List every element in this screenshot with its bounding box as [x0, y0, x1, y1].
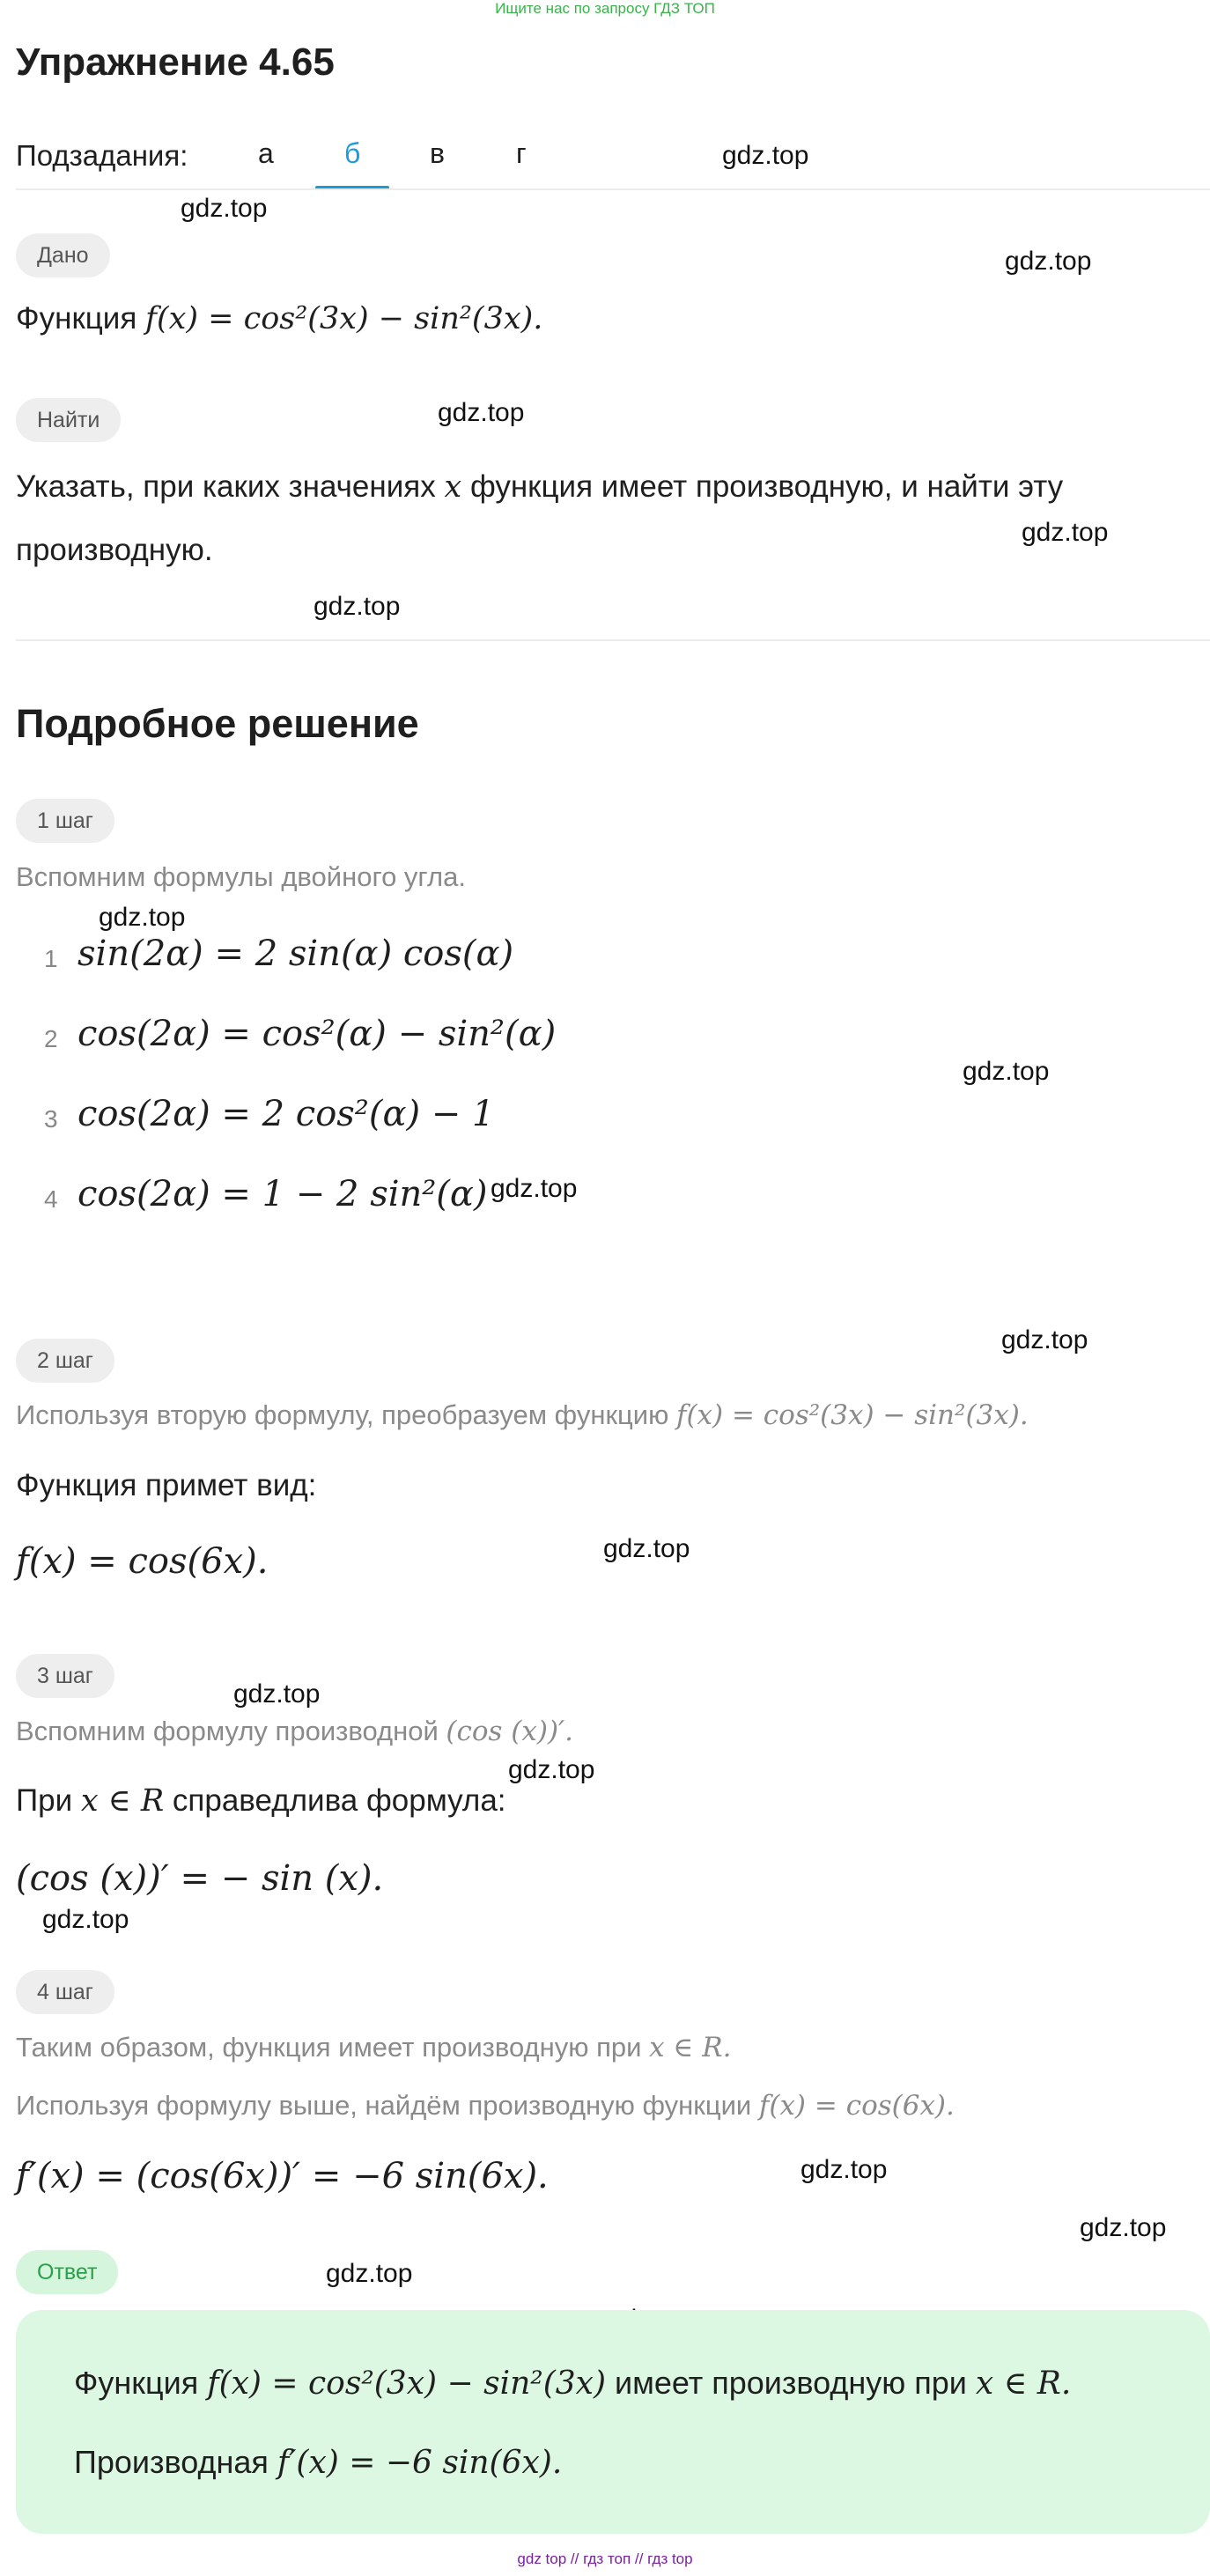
subtask-tab-b[interactable]: б	[344, 137, 361, 169]
formula-number: 3	[44, 1105, 58, 1133]
step3-line-a: При	[16, 1783, 73, 1818]
answer-formula-3: f′(x) = −6 sin(6x).	[277, 2445, 563, 2481]
subtask-tab-v[interactable]: в	[430, 137, 445, 169]
answer-line-1	[74, 2365, 1071, 2402]
tabs-divider	[16, 188, 1210, 190]
top-banner: Ищите нас по запросу ГДЗ ТОП	[495, 0, 715, 17]
step2-chip: 2 шаг	[16, 1339, 114, 1383]
step1-intro: Вспомним формулы двойного угла.	[16, 861, 467, 892]
answer-formula-1: f(x) = cos²(3x) − sin²(3x)	[207, 2366, 607, 2402]
watermark: gdz.top	[326, 2259, 413, 2288]
step2-line: Функция примет вид:	[16, 1468, 317, 1502]
solution-heading: Подробное решение	[16, 701, 419, 746]
step3-intro-formula: (cos (x))′.	[446, 1716, 573, 1747]
given-prefix: Функция	[16, 301, 137, 336]
answer-line-1a: Функция	[74, 2365, 199, 2401]
step3-intro-text: Вспомним формулу производной	[16, 1716, 439, 1746]
page-title: Упражнение 4.65	[16, 41, 335, 84]
step3-line-b: справедлива формула:	[172, 1783, 506, 1818]
watermark: gdz.top	[1080, 2213, 1167, 2242]
step4-intro-2-formula: f(x) = cos(6x).	[758, 2090, 955, 2122]
formula-1: sin(2α) = 2 sin(α) cos(α)	[77, 934, 514, 974]
formula-number: 1	[44, 945, 58, 972]
step3-line-formula: x ∈ R	[80, 1783, 165, 1819]
find-line-1a: Указать, при каких значениях	[16, 469, 436, 504]
subtask-tab-g[interactable]: г	[516, 137, 527, 169]
watermark: gdz.top	[181, 194, 268, 223]
given-formula: f(x) = cos²(3x) − sin²(3x).	[145, 301, 543, 336]
formula-number: 2	[44, 1025, 58, 1052]
step3-line	[16, 1783, 506, 1819]
watermark: gdz.top	[314, 592, 401, 621]
step4-intro-1-formula: x ∈ R.	[649, 2032, 732, 2063]
step4-formula: f′(x) = (cos(6x))′ = −6 sin(6x).	[16, 2156, 549, 2196]
watermark: gdz.top	[491, 1174, 578, 1203]
watermark: gdz.top	[508, 1755, 595, 1784]
given-chip: Дано	[16, 233, 110, 277]
step4-intro-2	[16, 2090, 955, 2122]
step3-chip: 3 шаг	[16, 1654, 114, 1698]
watermark: gdz.top	[99, 903, 186, 932]
footer-links[interactable]: gdz top // гдз топ // гдз top	[517, 2550, 693, 2567]
watermark: gdz.top	[438, 398, 525, 427]
given-text	[16, 301, 542, 336]
formula-number: 4	[44, 1185, 58, 1213]
answer-line-2	[74, 2444, 562, 2481]
step2-intro-formula: f(x) = cos²(3x) − sin²(3x).	[675, 1399, 1029, 1431]
subtasks-label: Подзадания:	[16, 139, 188, 172]
answer-formula-2: x ∈ R.	[975, 2366, 1072, 2402]
find-var: x	[444, 469, 462, 505]
step2-intro-text: Используя вторую формулу, преобразуем функцию	[16, 1399, 669, 1430]
watermark: gdz.top	[1001, 1325, 1088, 1354]
watermark: gdz.top	[722, 141, 809, 170]
formula-4: cos(2α) = 1 − 2 sin²(α)	[77, 1174, 488, 1214]
watermark: gdz.top	[42, 1905, 129, 1934]
step4-intro-2-text: Используя формулу выше, найдём производную функции	[16, 2090, 752, 2121]
formula-2: cos(2α) = cos²(α) − sin²(α)	[77, 1014, 557, 1054]
step4-intro-1-text: Таким образом, функция имеет производную при	[16, 2032, 642, 2063]
step2-formula: f(x) = cos(6x).	[16, 1541, 269, 1582]
watermark: gdz.top	[1022, 518, 1109, 547]
find-line-1	[16, 469, 1063, 505]
step3-formula: (cos (x))′ = − sin (x).	[16, 1858, 384, 1899]
watermark: gdz.top	[1005, 247, 1092, 276]
step3-intro	[16, 1716, 573, 1747]
formula-3: cos(2α) = 2 cos²(α) − 1	[77, 1094, 495, 1134]
step2-intro	[16, 1399, 1029, 1431]
subtask-tab-a[interactable]: а	[258, 137, 274, 169]
watermark: gdz.top	[603, 1534, 690, 1563]
find-chip: Найти	[16, 398, 121, 442]
watermark: gdz.top	[963, 1057, 1050, 1086]
answer-chip: Ответ	[16, 2250, 118, 2294]
step1-chip: 1 шаг	[16, 799, 114, 843]
answer-box	[16, 2310, 1210, 2534]
step4-intro-1	[16, 2032, 731, 2063]
answer-line-2a: Производная	[74, 2444, 269, 2480]
section-divider	[16, 639, 1210, 641]
answer-line-1b: имеет производную при	[615, 2365, 967, 2401]
watermark: gdz.top	[801, 2155, 888, 2184]
step4-chip: 4 шаг	[16, 1970, 114, 2014]
watermark: gdz.top	[233, 1679, 321, 1709]
find-line-1b: функция имеет производную, и найти эту	[469, 469, 1064, 504]
find-line-2: производную.	[16, 533, 213, 567]
